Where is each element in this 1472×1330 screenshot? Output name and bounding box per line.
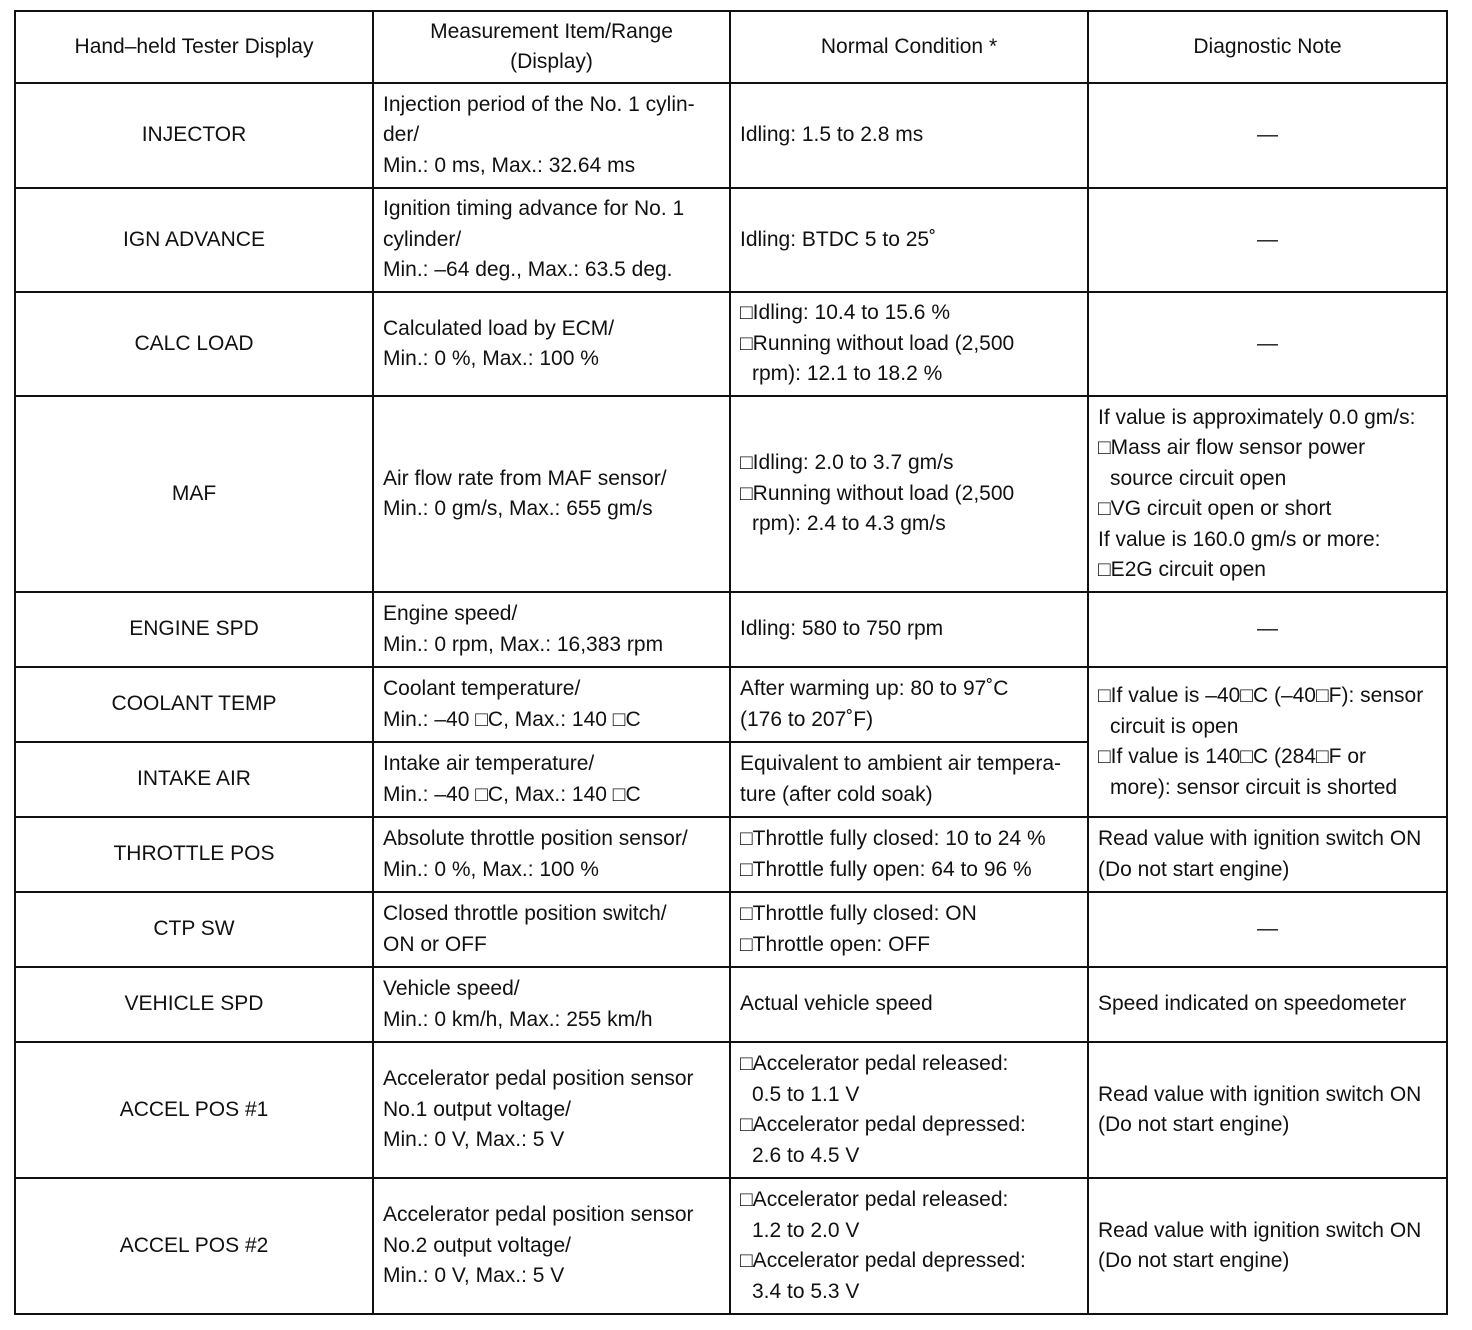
measurement-cell: Accelerator pedal position sensor No.2 output voltage/ Min.: 0 V, Max.: 5 V bbox=[373, 1178, 730, 1314]
measurement-cell: Vehicle speed/ Min.: 0 km/h, Max.: 255 km/h bbox=[373, 967, 730, 1042]
table-row bbox=[15, 892, 1447, 967]
tester-display-cell: ACCEL POS #2 bbox=[15, 1178, 373, 1314]
header-row bbox=[15, 11, 1447, 83]
measurement-cell: Engine speed/ Min.: 0 rpm, Max.: 16,383 rpm bbox=[373, 592, 730, 667]
normal-condition-cell: □Throttle fully closed: ON □Throttle open: OFF bbox=[730, 892, 1088, 967]
tester-display-cell: VEHICLE SPD bbox=[15, 967, 373, 1042]
measurement-cell: Ignition timing advance for No. 1 cylinder/ Min.: –64 deg., Max.: 63.5 deg. bbox=[373, 188, 730, 292]
measurement-cell: Absolute throttle position sensor/ Min.: 0 %, Max.: 100 % bbox=[373, 817, 730, 892]
measurement-cell: Calculated load by ECM/ Min.: 0 %, Max.: 100 % bbox=[373, 292, 730, 396]
table-row bbox=[15, 1178, 1447, 1314]
table-row bbox=[15, 967, 1447, 1042]
diagnostic-note-cell: Read value with ignition switch ON (Do not start engine) bbox=[1088, 817, 1447, 892]
normal-condition-cell: □Idling: 2.0 to 3.7 gm/s □Running without load (2,500 rpm): 2.4 to 4.3 gm/s bbox=[730, 396, 1088, 592]
tester-display-cell: MAF bbox=[15, 396, 373, 592]
measurement-cell: Coolant temperature/ Min.: –40 □C, Max.: 140 □C bbox=[373, 667, 730, 742]
measurement-cell: Injection period of the No. 1 cylin- der/ Min.: 0 ms, Max.: 32.64 ms bbox=[373, 83, 730, 188]
diagnostic-note-cell: — bbox=[1088, 188, 1447, 292]
tester-display-cell: COOLANT TEMP bbox=[15, 667, 373, 742]
header-tester-display: Hand–held Tester Display bbox=[15, 11, 373, 83]
diagnostic-note-cell: — bbox=[1088, 292, 1447, 396]
normal-condition-cell: □Idling: 10.4 to 15.6 % □Running without load (2,500 rpm): 12.1 to 18.2 % bbox=[730, 292, 1088, 396]
normal-condition-cell: After warming up: 80 to 97˚C (176 to 207˚F) bbox=[730, 667, 1088, 742]
tester-display-cell: INTAKE AIR bbox=[15, 742, 373, 817]
normal-condition-cell: Equivalent to ambient air tempera- ture (after cold soak) bbox=[730, 742, 1088, 817]
tester-display-cell: THROTTLE POS bbox=[15, 817, 373, 892]
normal-condition-cell: □Accelerator pedal released: 1.2 to 2.0 V □Accelerator pedal depressed: 3.4 to 5.3 V bbox=[730, 1178, 1088, 1314]
diagnostic-note-cell: Speed indicated on speedometer bbox=[1088, 967, 1447, 1042]
diagnostic-note-cell: — bbox=[1088, 592, 1447, 667]
measurement-cell: Intake air temperature/ Min.: –40 □C, Max.: 140 □C bbox=[373, 742, 730, 817]
table-row bbox=[15, 188, 1447, 292]
tester-display-cell: ACCEL POS #1 bbox=[15, 1042, 373, 1178]
diagnostic-note-cell: Read value with ignition switch ON (Do not start engine) bbox=[1088, 1042, 1447, 1178]
table-row bbox=[15, 396, 1447, 592]
normal-condition-cell: □Throttle fully closed: 10 to 24 % □Throttle fully open: 64 to 96 % bbox=[730, 817, 1088, 892]
diagnostic-data-table bbox=[14, 10, 1448, 1315]
tester-display-cell: ENGINE SPD bbox=[15, 592, 373, 667]
normal-condition-cell: Idling: BTDC 5 to 25˚ bbox=[730, 188, 1088, 292]
tester-display-cell: CALC LOAD bbox=[15, 292, 373, 396]
normal-condition-cell: Idling: 580 to 750 rpm bbox=[730, 592, 1088, 667]
header-measurement-item: Measurement Item/Range (Display) bbox=[373, 11, 730, 83]
table-row bbox=[15, 292, 1447, 396]
table-row bbox=[15, 817, 1447, 892]
measurement-cell: Accelerator pedal position sensor No.1 output voltage/ Min.: 0 V, Max.: 5 V bbox=[373, 1042, 730, 1178]
header-normal-condition: Normal Condition * bbox=[730, 11, 1088, 83]
normal-condition-cell: □Accelerator pedal released: 0.5 to 1.1 V □Accelerator pedal depressed: 2.6 to 4.5 V bbox=[730, 1042, 1088, 1178]
diagnostic-note-cell: — bbox=[1088, 892, 1447, 967]
table-row bbox=[15, 83, 1447, 188]
table-row bbox=[15, 592, 1447, 667]
header-diagnostic-note: Diagnostic Note bbox=[1088, 11, 1447, 83]
tester-display-cell: IGN ADVANCE bbox=[15, 188, 373, 292]
tester-display-cell: INJECTOR bbox=[15, 83, 373, 188]
diagnostic-note-cell: □If value is –40□C (–40□F): sensor circuit is open □If value is 140□C (284□F or more): sensor circuit is shorted bbox=[1088, 667, 1447, 817]
measurement-cell: Closed throttle position switch/ ON or OFF bbox=[373, 892, 730, 967]
normal-condition-cell: Actual vehicle speed bbox=[730, 967, 1088, 1042]
table-row bbox=[15, 1042, 1447, 1178]
measurement-cell: Air flow rate from MAF sensor/ Min.: 0 gm/s, Max.: 655 gm/s bbox=[373, 396, 730, 592]
diagnostic-note-cell: Read value with ignition switch ON (Do not start engine) bbox=[1088, 1178, 1447, 1314]
table-row bbox=[15, 667, 1447, 742]
tester-display-cell: CTP SW bbox=[15, 892, 373, 967]
normal-condition-cell: Idling: 1.5 to 2.8 ms bbox=[730, 83, 1088, 188]
diagnostic-note-cell: — bbox=[1088, 83, 1447, 188]
diagnostic-note-cell: If value is approximately 0.0 gm/s: □Mass air flow sensor power source circuit open □VG circuit open or short If value is 160.0 gm/s or more: □E2G circuit open bbox=[1088, 396, 1447, 592]
